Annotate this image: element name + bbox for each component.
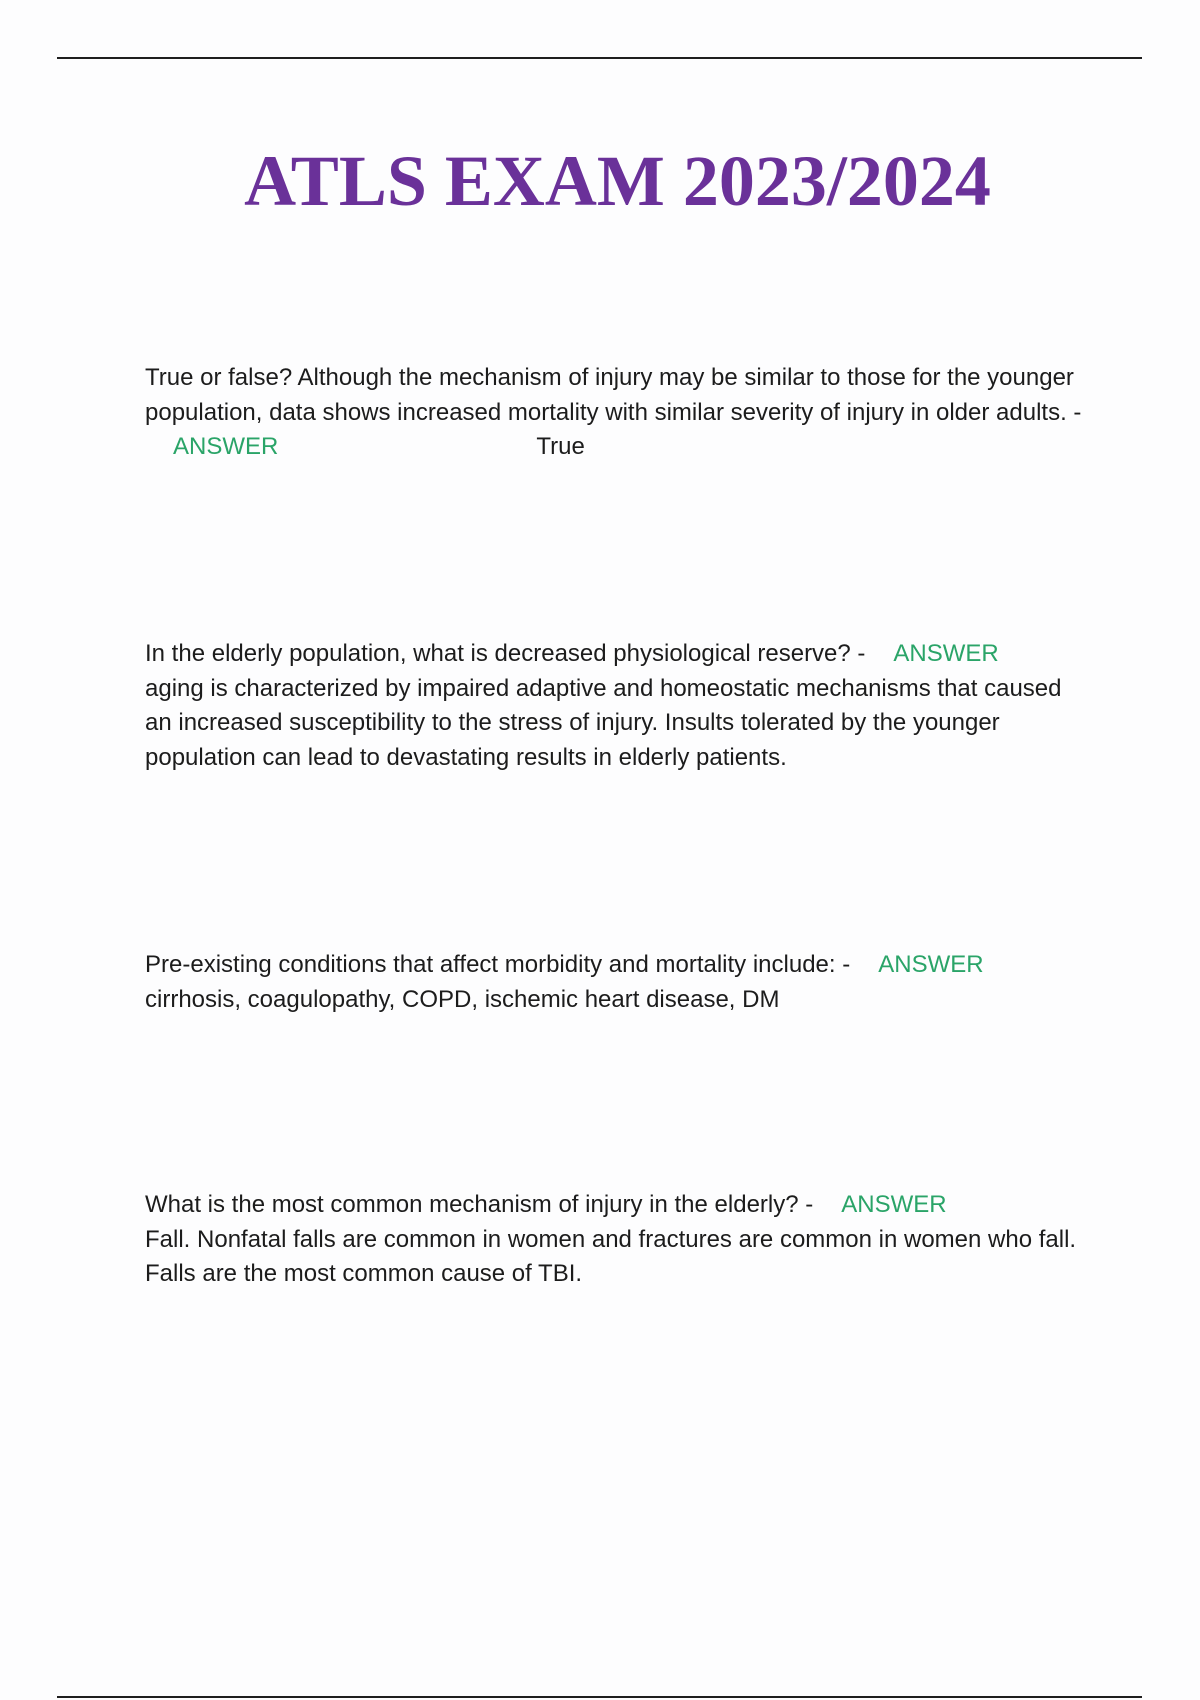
answer-text: True xyxy=(536,433,585,460)
answer-text: cirrhosis, coagulopathy, COPD, ischemic heart disease, DM xyxy=(145,985,780,1013)
answer-text: aging is characterized by impaired adaptive and homeostatic mechanisms that caused an increased susceptibility to the stress of injury. Insults tolerated by the younger population can lead to devastating results in elderly patients. xyxy=(145,674,1062,771)
question-text: What is the most common mechanism of injury in the elderly? - xyxy=(145,1191,814,1218)
page-title: ATLS EXAM 2023/2024 xyxy=(244,141,991,221)
bottom-rule xyxy=(57,1696,1142,1698)
qa-item-4 xyxy=(145,1188,1085,1292)
answer-label: ANSWER xyxy=(893,640,999,667)
question-text: In the elderly population, what is decreased physiological reserve? - xyxy=(145,640,866,667)
question-text: Pre-existing conditions that affect morbidity and mortality include: - xyxy=(145,951,851,978)
answer-label: ANSWER xyxy=(878,951,984,978)
answer-label: ANSWER xyxy=(841,1191,947,1218)
answer-text: Fall. Nonfatal falls are common in women and fractures are common in women who fall. Falls are the most common cause of TBI. xyxy=(145,1225,1077,1287)
qa-item-3 xyxy=(145,948,1085,1017)
qa-item-1 xyxy=(145,361,1085,465)
qa-item-2 xyxy=(145,637,1085,775)
top-rule xyxy=(57,57,1142,59)
answer-label: ANSWER xyxy=(173,433,279,460)
question-text: True or false? Although the mechanism of injury may be similar to those for the younger population, data shows increased mortality with similar severity of injury in older adults. - xyxy=(145,364,1082,426)
